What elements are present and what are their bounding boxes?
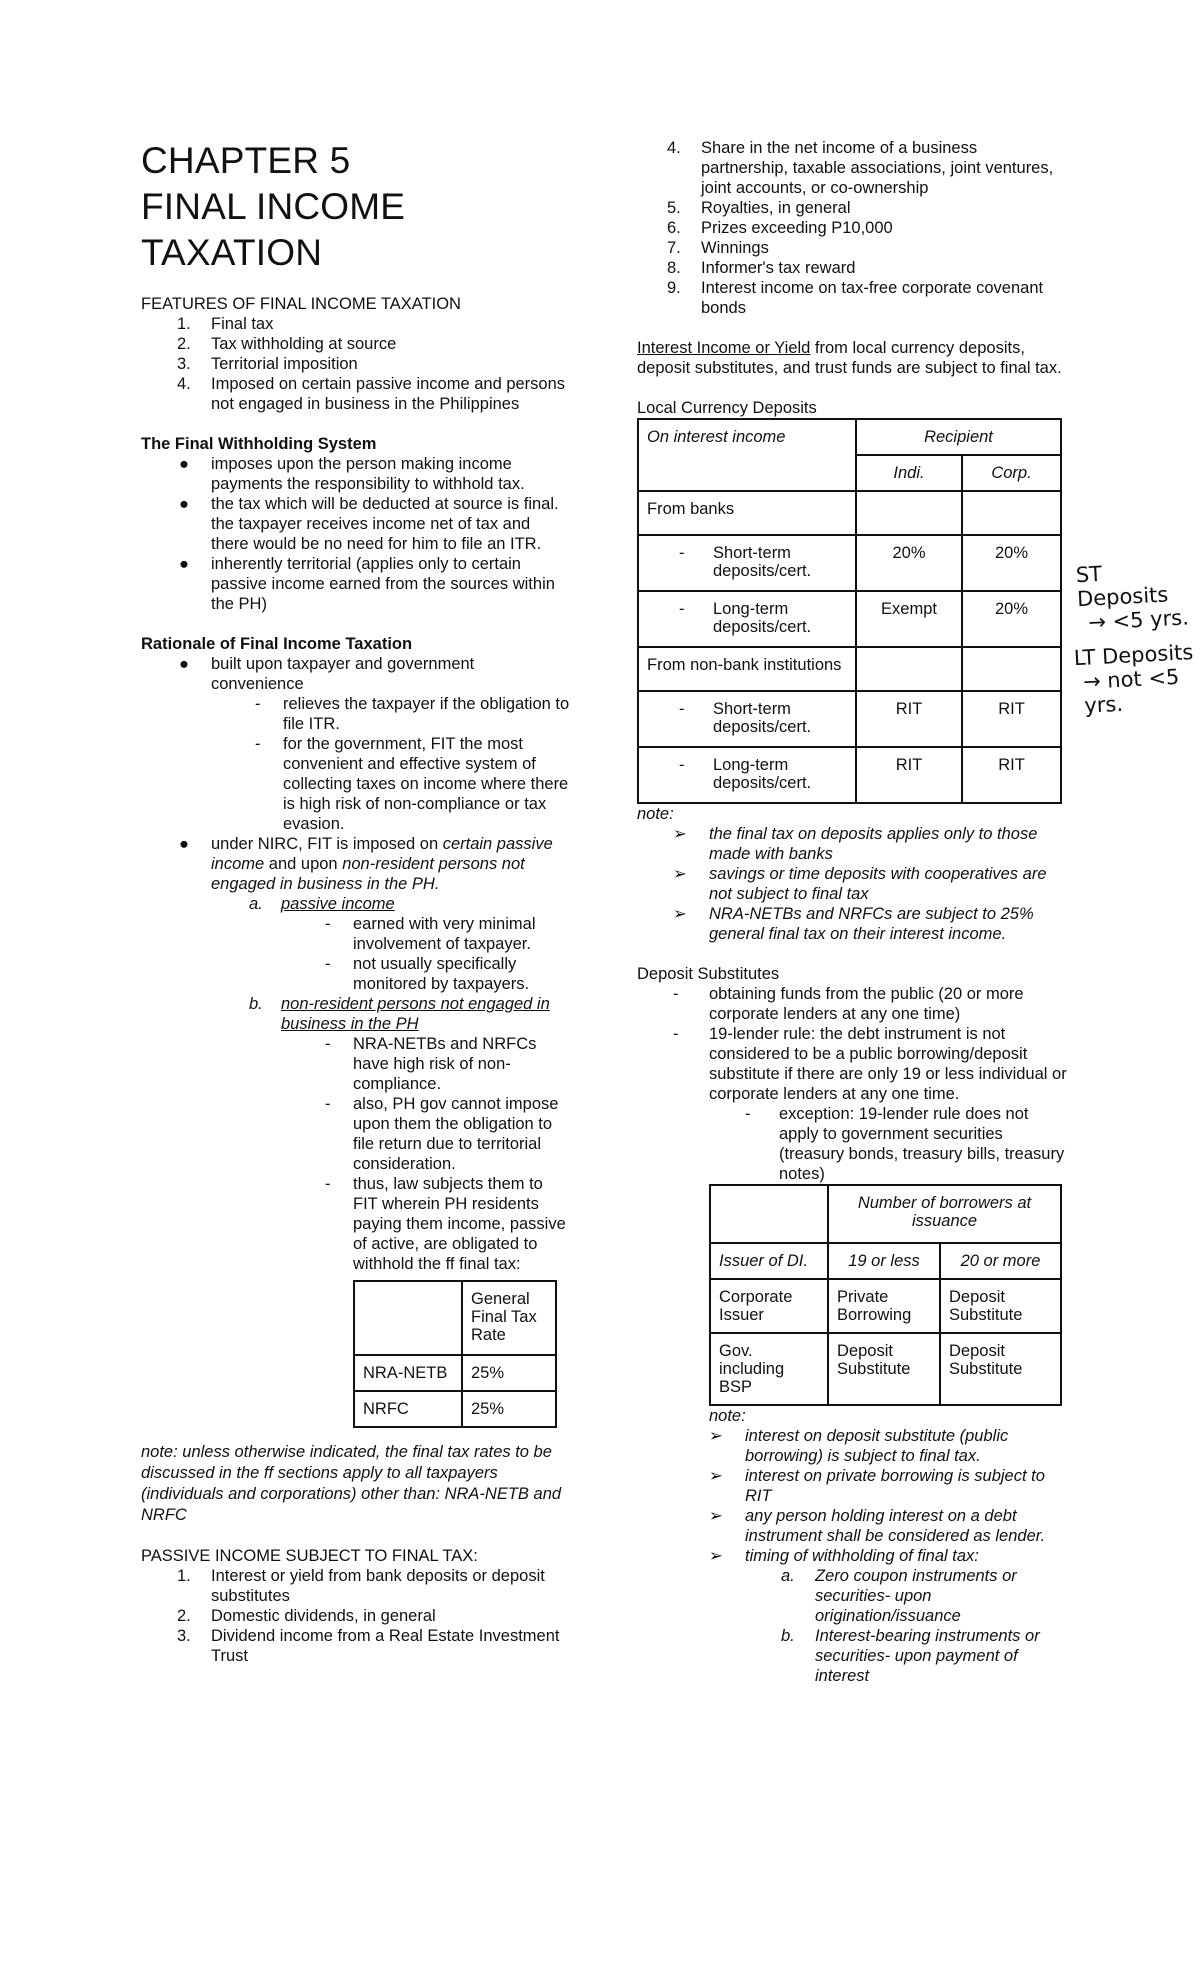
lcd-caption: Local Currency Deposits (637, 399, 817, 417)
note-left: note: unless otherwise indicated, the final tax rates to be discussed in the ff sections apply to all taxpayers (individuals and corporations) other than: NRA-NETB and NRFC (141, 1443, 562, 1524)
fws-section (141, 434, 571, 614)
table-cell: RIT (856, 747, 962, 803)
ds-dashes (637, 984, 1067, 1184)
features-section (141, 294, 571, 414)
list-item: - NRA-NETBs and NRFCs have high risk of non-compliance. (325, 1035, 537, 1093)
table-cell: NRFC (354, 1391, 462, 1427)
table-cell: From non-bank institutions (638, 647, 856, 691)
table-row (638, 535, 1061, 591)
table-cell: Deposit Substitute (940, 1279, 1061, 1333)
table-cell: NRA-NETB (354, 1355, 462, 1391)
ds-notes (673, 1426, 1067, 1686)
table-row (710, 1279, 1061, 1333)
list-item: a. Zero coupon instruments or securities- upon origination/issuance (781, 1567, 1017, 1625)
list-item: ● built upon taxpayer and government convenience - relieves the taxpayer if the obligation to file ITR. - for the government, FIT the most convenient and effective system of collecting taxes on income where there is high risk of non-compliance or tax evasion. (179, 655, 570, 833)
list-item: - relieves the taxpayer if the obligation to file ITR. (255, 695, 570, 733)
list-item: - earned with very minimal involvement of taxpayer. (325, 915, 536, 953)
table-cell: Deposit Substitute (940, 1333, 1061, 1405)
title-line: FINAL INCOME (141, 186, 406, 227)
table-row (710, 1333, 1061, 1405)
list-item: ➢ savings or time deposits with cooperatives are not subject to final tax (673, 865, 1047, 903)
table-header-cell: General Final Tax Rate (462, 1281, 556, 1355)
table-cell: 20% (962, 535, 1061, 591)
deposit-substitutes-table (709, 1184, 1062, 1406)
list-item: - obtaining funds from the public (20 or more corporate lenders at any one time) (673, 985, 1024, 1023)
list-item: ➢ timing of withholding of final tax: a. Zero coupon instruments or securities- upon origination/issuance b. Interest-bearing instruments or securities- upon payment of interest (673, 1546, 1067, 1686)
handwritten-st-note: ST Deposits → <5 yrs. (1075, 561, 1190, 635)
table-row (638, 419, 1061, 455)
left-column (141, 138, 571, 1666)
rationale-bullets (141, 654, 571, 1274)
list-item: ● under NIRC, FIT is imposed on certain passive income and upon non-resident persons not engaged in business in the PH. a. passive income - earned with very minimal involvement of taxpayer. - not usually specifically monitored by taxpayers. b. non-resident persons not engaged in business in the PH - NRA-NETBs and NRFCs have high risk of non-compliance. - also, PH gov cannot impose upon them the obligation to file return due to territorial consideration. - thus, law subjects them to FIT wherein PH residents paying them income, passive of active, are obligated to withhold the ff final tax: (141, 834, 571, 1274)
table-header-cell: 20 or more (940, 1243, 1061, 1279)
table-row (638, 647, 1061, 691)
title-line: CHAPTER 5 (141, 140, 351, 181)
table-row (354, 1281, 556, 1355)
list-item: 7. Winnings (667, 239, 769, 257)
table-cell: Private Borrowing (828, 1279, 940, 1333)
fws-heading: The Final Withholding System (141, 435, 377, 453)
table-row (354, 1391, 556, 1427)
final-tax-rate-table (353, 1280, 557, 1428)
table-row (638, 591, 1061, 647)
table-cell: - Short-term deposits/cert. (638, 535, 856, 591)
table-header-cell: 19 or less (828, 1243, 940, 1279)
table-cell: - Short-term deposits/cert. (638, 691, 856, 747)
list-item: 8. Informer's tax reward (667, 259, 856, 277)
local-currency-deposits-table (637, 418, 1062, 804)
table-cell: 25% (462, 1355, 556, 1391)
list-item: - 19-lender rule: the debt instrument is not considered to be a public borrowing/deposit substitute if there are only 19 or less individual or corporate lenders at any one time. - exception: 19-lender rule does not apply to government securities (treasury bonds, treasury bills, treasury notes) (637, 1024, 1067, 1184)
table-cell: Corporate Issuer (710, 1279, 828, 1333)
list-item: - exception: 19-lender rule does not apply to government securities (treasury bonds, treasury bills, treasury notes) (745, 1105, 1065, 1183)
table-cell: Deposit Substitute (828, 1333, 940, 1405)
rationale-section (141, 634, 571, 1428)
list-item: ● the tax which will be deducted at source is final. the taxpayer receives income net of tax and there would be no need for him to file an ITR. (179, 495, 559, 553)
right-column (637, 138, 1067, 1686)
table-cell (710, 1185, 828, 1243)
table-cell: Exempt (856, 591, 962, 647)
title-line: TAXATION (141, 232, 323, 273)
list-item: 9. Interest income on tax-free corporate covenant bonds (667, 279, 1044, 317)
list-item: 4. Share in the net income of a business partnership, taxable associations, joint ventures, joint accounts, or co-ownership (667, 139, 1054, 197)
features-heading: FEATURES OF FINAL INCOME TAXATION (141, 295, 461, 313)
table-cell (856, 647, 962, 691)
list-item: 3. Dividend income from a Real Estate Investment Trust (177, 1627, 560, 1665)
list-item: 4. Imposed on certain passive income and persons not engaged in business in the Philippines (177, 375, 566, 413)
ds-heading: Deposit Substitutes (637, 965, 780, 983)
table-cell: 20% (962, 591, 1061, 647)
features-list (141, 314, 571, 414)
table-row (710, 1243, 1061, 1279)
lcd-notes (637, 824, 1067, 944)
list-item: - thus, law subjects them to FIT wherein PH residents paying them income, passive of active, are obligated to withhold the ff final tax: (325, 1175, 566, 1273)
table-header-cell: Issuer of DI. (710, 1243, 828, 1279)
list-item: b. Interest-bearing instruments or securities- upon payment of interest (781, 1627, 1040, 1685)
page-title (141, 138, 571, 276)
list-item: ● imposes upon the person making income payments the responsibility to withhold tax. (179, 455, 525, 493)
list-item: ➢ any person holding interest on a debt instrument shall be considered as lender. (709, 1507, 1046, 1545)
passive-income-section (141, 1546, 571, 1666)
lcd-note-label: note: (637, 805, 674, 823)
table-row (354, 1355, 556, 1391)
table-header-cell: Indi. (856, 455, 962, 491)
list-item: 5. Royalties, in general (667, 199, 851, 217)
table-row (638, 691, 1061, 747)
table-cell: - Long-term deposits/cert. (638, 747, 856, 803)
list-item: 3. Territorial imposition (177, 355, 358, 373)
list-item: ➢ interest on deposit substitute (public borrowing) is subject to final tax. (709, 1427, 1009, 1465)
list-item: b. non-resident persons not engaged in business in the PH - NRA-NETBs and NRFCs have high risk of non-compliance. - also, PH gov cannot impose upon them the obligation to file return due to territorial consideration. - thus, law subjects them to FIT wherein PH residents paying them income, passive of active, are obligated to withhold the ff final tax: (141, 994, 571, 1274)
list-item: ➢ NRA-NETBs and NRFCs are subject to 25% general final tax on their interest income. (673, 905, 1034, 943)
table-cell: From banks (638, 491, 856, 535)
table-row (638, 491, 1061, 535)
handwritten-lt-note: LT Deposits → not <5 yrs. (1073, 640, 1194, 718)
interest-paragraph: Interest Income or Yield from local currency deposits, deposit substitutes, and trust funds are subject to final tax. (637, 339, 1062, 377)
list-item: ➢ interest on private borrowing is subject to RIT (709, 1467, 1045, 1505)
table-cell (856, 491, 962, 535)
table-cell (354, 1281, 462, 1355)
table-cell: 20% (856, 535, 962, 591)
table-header-cell: Corp. (962, 455, 1061, 491)
table-cell: 25% (462, 1391, 556, 1427)
list-item: - for the government, FIT the most convenient and effective system of collecting taxes on income where there is high risk of non-compliance or tax evasion. (255, 735, 569, 833)
list-item: 6. Prizes exceeding P10,000 (667, 219, 893, 237)
lcd-body (638, 491, 1061, 803)
list-item: 1. Interest or yield from bank deposits or deposit substitutes (177, 1567, 545, 1605)
table-row (710, 1185, 1061, 1243)
table-cell: Gov. including BSP (710, 1333, 828, 1405)
passive-heading: PASSIVE INCOME SUBJECT TO FINAL TAX: (141, 1547, 478, 1565)
list-item: 2. Domestic dividends, in general (177, 1607, 436, 1625)
table-cell: RIT (962, 747, 1061, 803)
list-item: ● inherently territorial (applies only to certain passive income earned from the sources within the PH) (179, 555, 555, 613)
table-cell (962, 647, 1061, 691)
passive-list-continued (631, 138, 1067, 318)
table-cell: - Long-term deposits/cert. (638, 591, 856, 647)
ds-note-label: note: (709, 1407, 746, 1425)
list-item: ➢ the final tax on deposits applies only to those made with banks (673, 825, 1038, 863)
table-cell (962, 491, 1061, 535)
list-item: - not usually specifically monitored by taxpayers. (325, 955, 530, 993)
rationale-heading: Rationale of Final Income Taxation (141, 635, 413, 653)
table-row (638, 747, 1061, 803)
table-header-cell: On interest income (638, 419, 856, 491)
table-header-cell: Number of borrowers at issuance (828, 1185, 1061, 1243)
list-item: - also, PH gov cannot impose upon them the obligation to file return due to territorial consideration. (325, 1095, 559, 1173)
table-header-cell: Recipient (856, 419, 1061, 455)
table-cell: RIT (962, 691, 1061, 747)
fws-bullets (141, 454, 571, 614)
list-item: a. passive income - earned with very minimal involvement of taxpayer. - not usually specifically monitored by taxpayers. (141, 894, 571, 994)
list-item: 2. Tax withholding at source (177, 335, 397, 353)
passive-list (141, 1566, 571, 1666)
list-item: 1. Final tax (177, 315, 274, 333)
table-cell: RIT (856, 691, 962, 747)
